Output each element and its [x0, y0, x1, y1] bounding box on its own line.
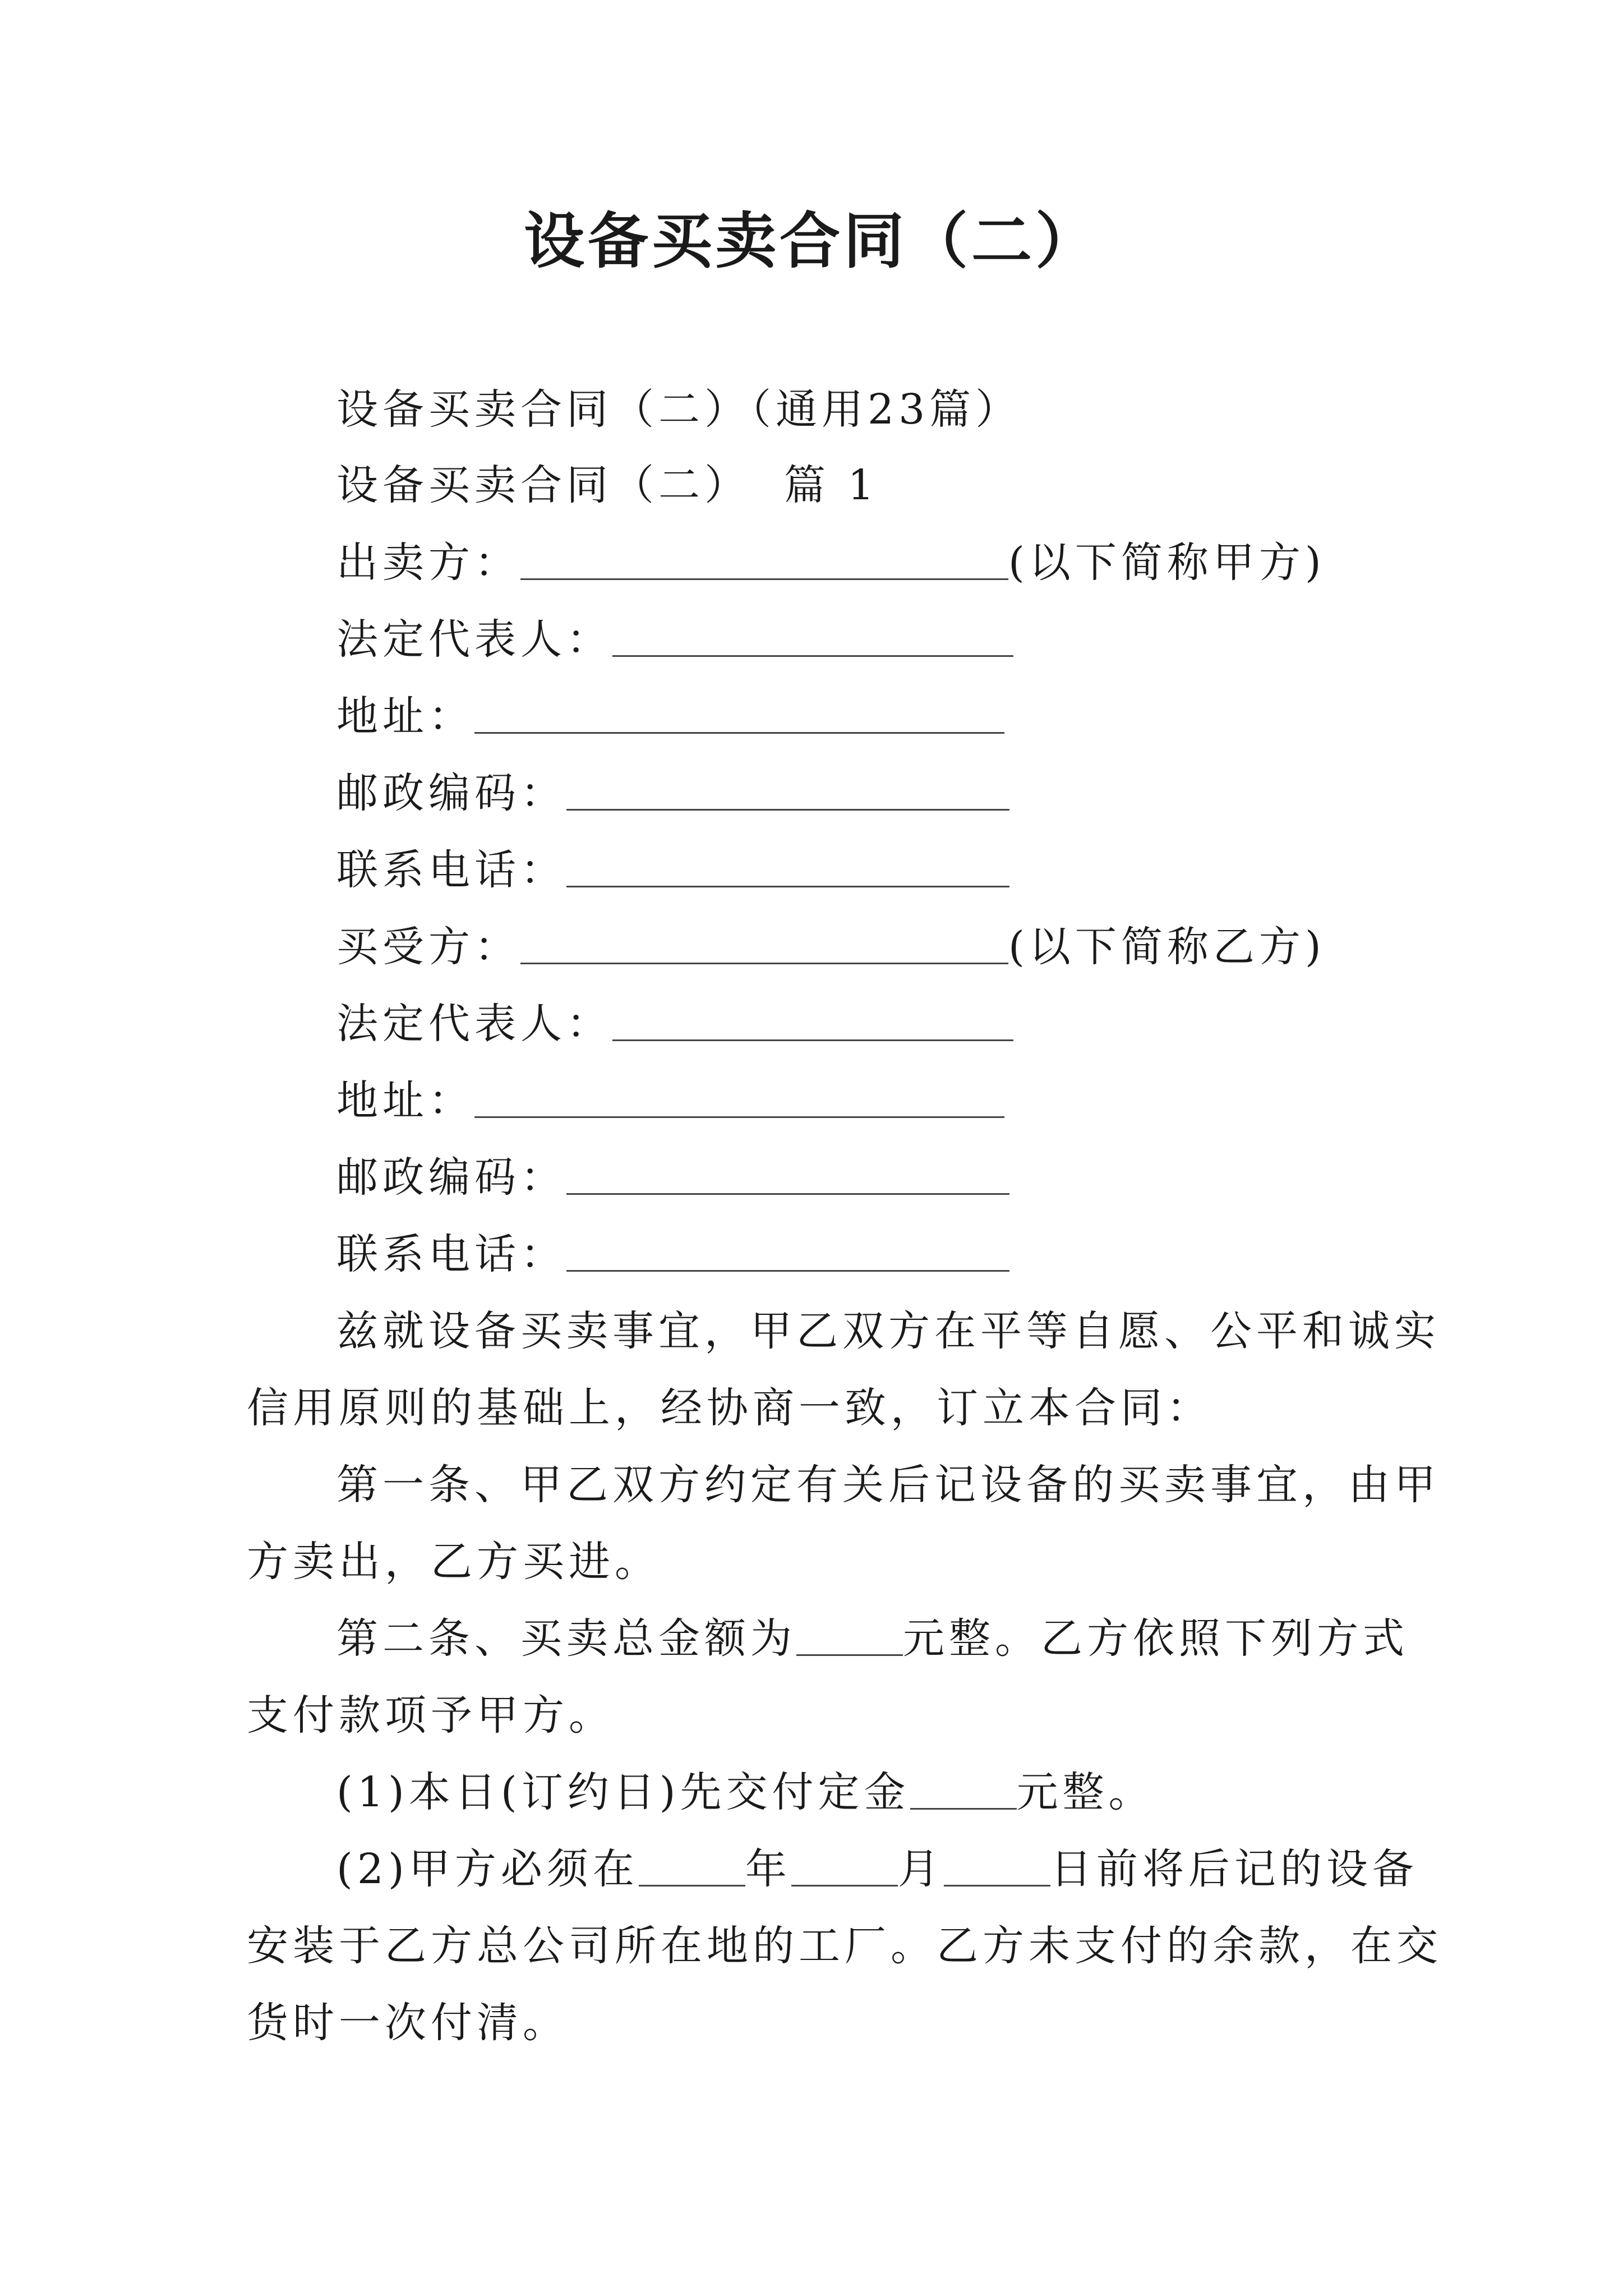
buyer-label: 买受方： — [336, 923, 520, 971]
intro-line-2: 信用原则的基础上，经协商一致，订立本合同： — [247, 1384, 1212, 1432]
seller-postcode-line — [336, 765, 1009, 821]
article2-text-b: 元整。乙方依照下列方式 — [903, 1614, 1409, 1663]
clause1-line — [336, 1764, 1155, 1820]
seller-phone-label: 联系电话： — [336, 846, 566, 894]
document-title: 设备买卖合同（二） — [523, 206, 1099, 277]
article2-line-2: 支付款项予甲方。 — [247, 1691, 615, 1740]
buyer-phone-blank[interactable] — [566, 1228, 1009, 1272]
seller-postcode-label: 邮政编码： — [336, 769, 566, 817]
buyer-phone-line — [336, 1226, 1009, 1282]
clause2-line-2: 安装于乙方总公司所在地的工厂。乙方未支付的余款，在交 — [247, 1922, 1442, 1970]
article2-line-1 — [336, 1611, 1409, 1667]
seller-label: 出卖方： — [336, 539, 520, 587]
seller-rep-line — [336, 611, 1013, 668]
chapter-heading — [336, 457, 879, 513]
seller-phone-blank[interactable] — [566, 844, 1009, 887]
seller-phone-line — [336, 842, 1009, 898]
buyer-rep-line — [336, 996, 1013, 1052]
seller-line — [336, 535, 1326, 591]
total-amount-blank[interactable] — [796, 1613, 903, 1656]
buyer-address-blank[interactable] — [474, 1075, 1004, 1118]
buyer-postcode-line — [336, 1149, 1009, 1205]
article1-line-1: 第一条、甲乙双方约定有关后记设备的买卖事宜，由甲 — [336, 1461, 1440, 1509]
buyer-rep-label: 法定代表人： — [336, 1000, 612, 1048]
clause2-month: 月 — [897, 1845, 944, 1893]
article2-text-a: 第二条、买卖总金额为 — [336, 1614, 796, 1663]
seller-address-blank[interactable] — [474, 691, 1004, 734]
intro-line-1: 兹就设备买卖事宜，甲乙双方在平等自愿、公平和诚实 — [336, 1307, 1440, 1355]
buyer-postcode-blank[interactable] — [566, 1152, 1009, 1195]
article1-line-2: 方卖出，乙方买进。 — [247, 1538, 661, 1586]
seller-postcode-blank[interactable] — [566, 767, 1009, 811]
buyer-suffix: (以下简称乙方) — [1008, 923, 1326, 971]
clause2-text-a: (2)甲方必须在 — [336, 1845, 639, 1893]
clause1-text-b: 元整。 — [1016, 1768, 1155, 1816]
chapter-heading-text: 设备买卖合同（二） — [336, 461, 750, 509]
seller-address-label: 地址： — [336, 692, 474, 740]
seller-name-blank[interactable] — [520, 537, 1008, 580]
buyer-address-line — [336, 1073, 1004, 1129]
buyer-address-label: 地址： — [336, 1076, 474, 1125]
seller-rep-blank[interactable] — [612, 614, 1013, 657]
month-blank[interactable] — [791, 1843, 898, 1887]
buyer-phone-label: 联系电话： — [336, 1230, 566, 1278]
clause1-text-a: (1)本日(订约日)先交付定金 — [336, 1768, 910, 1816]
clause2-line-1 — [336, 1841, 1418, 1897]
buyer-rep-blank[interactable] — [612, 998, 1013, 1041]
clause2-text-b: 日前将后记的设备 — [1050, 1845, 1418, 1893]
seller-suffix: (以下简称甲方) — [1008, 539, 1326, 587]
document-subtitle: 设备买卖合同（二）（通用23篇） — [336, 385, 1022, 434]
chapter-heading-number: 篇 1 — [784, 461, 879, 509]
buyer-postcode-label: 邮政编码： — [336, 1153, 566, 1202]
seller-rep-label: 法定代表人： — [336, 615, 612, 664]
year-blank[interactable] — [639, 1843, 745, 1887]
buyer-line — [336, 919, 1326, 975]
clause2-year: 年 — [745, 1845, 791, 1893]
clause2-line-3: 货时一次付清。 — [247, 1999, 569, 2047]
deposit-amount-blank[interactable] — [910, 1766, 1017, 1810]
buyer-name-blank[interactable] — [520, 921, 1008, 964]
day-blank[interactable] — [944, 1843, 1050, 1887]
seller-address-line — [336, 688, 1004, 744]
